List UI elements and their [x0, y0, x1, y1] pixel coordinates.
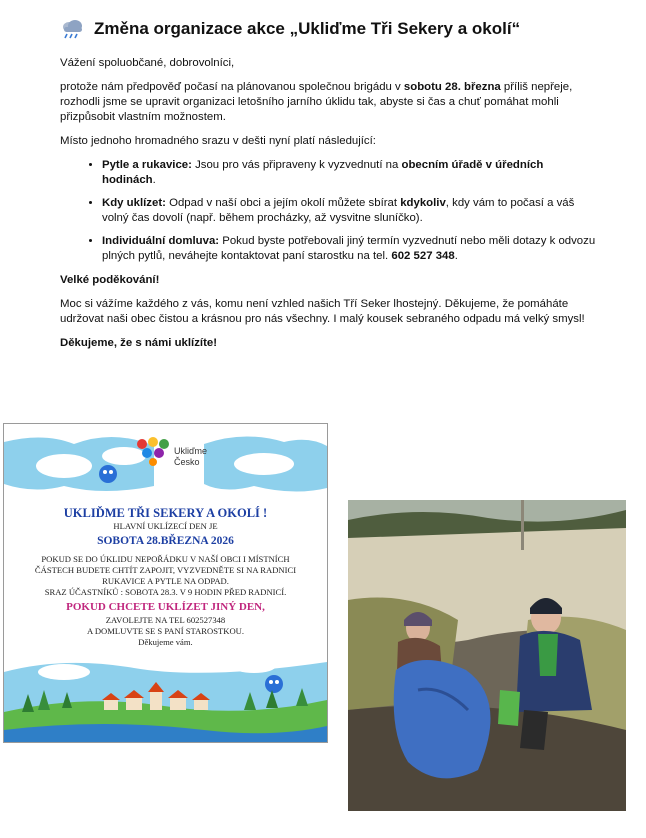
poster-headline: UKLIĎME TŘI SEKERY A OKOLÍ ! — [63, 506, 268, 520]
closing-paragraph: Moc si vážíme každého z vás, komu není vzhled našich Tří Seker lhostejný. Děkujeme, že pomáháte udržovat naši obec čistou a krásnou pro nás všechny. I malý kousek sebraného odpadu má velký smysl! — [60, 298, 585, 325]
list-item: • Individuální domluva: Pokud byste potřebovali jiný termín vyzvednutí nebo měli dotazy k odvozu plných pytlů, neváhejte kontaktovat paní starostku na tel. 602 527 348. — [102, 234, 600, 264]
poster-subhead: HLAVNÍ UKLÍZECÍ DEN JE — [113, 521, 218, 531]
thanks-line: Velké poděkování! — [60, 274, 160, 286]
intro-paragraph: protože nám předpověď počasí na plánovanou společnou brigádu v sobotu 28. března příliš nepřeje, rozhodli jsme se upravit organizaci letošního jarního úklidu tak, abyste si čas a chuť pomáhat mohli přizpůsobit vlastním možnostem. — [60, 81, 573, 123]
info-list — [60, 158, 600, 264]
announcement — [60, 18, 600, 360]
volunteers-photo — [348, 500, 626, 811]
poster-line: RUKAVICE A PYTLE NA ODPAD. — [102, 576, 229, 586]
list-item: • Pytle a rukavice: Jsou pro vás připraveny k vyzvednutí na obecním úřadě v úředních hodinách. — [102, 158, 600, 188]
list-item: • Kdy uklízet: Odpad v naší obci a jejím okolí můžete sbírat kdykoliv, kdy vám to počasí a váš volný čas dovolí (např. během procházky, až vysvitne sluníčko). — [102, 196, 600, 226]
poster-date: SOBOTA 28.BŘEZNA 2026 — [97, 535, 234, 547]
poster-alt-day: POKUD CHCETE UKLÍZET JINÝ DEN, — [66, 601, 265, 613]
poster-arrange: A DOMLUVTE SE S PANÍ STAROSTKOU. — [86, 626, 245, 636]
event-poster — [3, 423, 328, 743]
sky-clouds-illustration — [4, 424, 327, 504]
rain-cloud-icon — [60, 18, 84, 40]
poster-line: POKUD SE DO ÚKLIDU NEPOŘÁDKU V NAŠÍ OBCI I MÍSTNÍCH — [41, 554, 290, 564]
poster-logo: Ukliďme Česko — [174, 446, 208, 467]
page-title — [60, 18, 600, 40]
title-text: Změna organizace akce „Ukliďme Tři Sekery a okolí“ — [94, 19, 521, 38]
poster-line: ČÁSTECH BUDETE CHTÍT ZAPOJIT, VYZVEDNĚTE SI NA RADNICI — [34, 565, 297, 575]
village-landscape-illustration — [4, 650, 327, 742]
poster-text — [4, 506, 327, 648]
poster-line: SRAZ ÚČASTNÍKŮ : SOBOTA 28.3. V 9 HODIN PŘED RADNICÍ. — [44, 587, 287, 597]
lead-paragraph: Místo jednoho hromadného srazu v dešti nyní platí následující: — [60, 135, 376, 147]
poster-thanks: Děkujeme vám. — [138, 637, 193, 647]
greeting: Vážení spoluobčané, dobrovolníci, — [60, 57, 235, 69]
intro-date: sobotu 28. března — [403, 81, 501, 93]
signoff-line: Děkujeme, že s námi uklízíte! — [60, 337, 217, 349]
poster-call: ZAVOLEJTE NA TEL 602527348 — [105, 615, 226, 625]
